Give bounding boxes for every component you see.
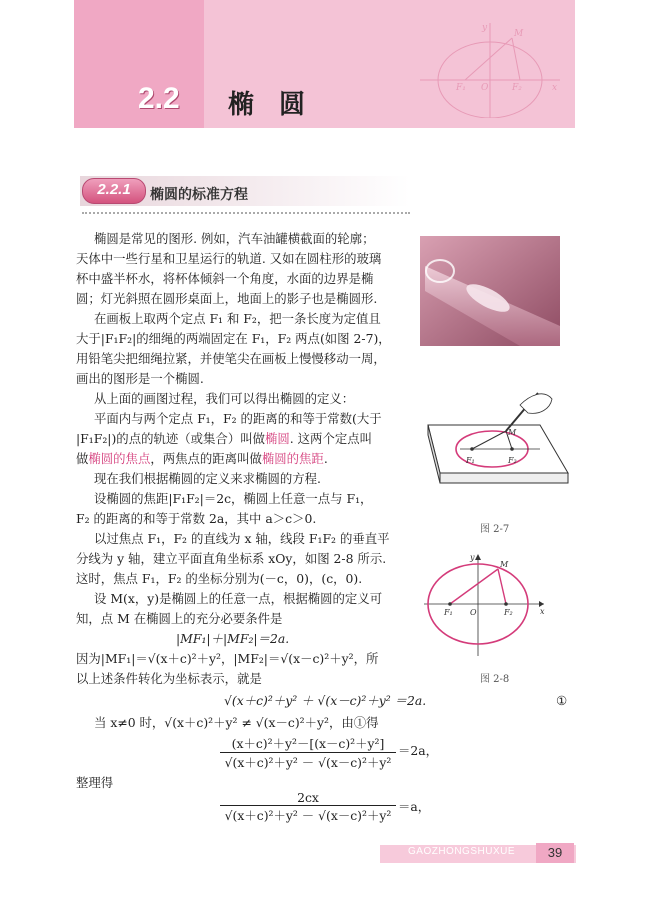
paragraph-line: 设 M(x，y)是椭圆上的任意一点，根据椭圆的定义可 (94, 591, 383, 606)
header-m-label: M (514, 29, 524, 39)
header-o-label: O (481, 83, 489, 93)
fig28-o-label: O (470, 608, 477, 617)
subsection-number: 2.2.1 (97, 181, 131, 198)
equation-1: √(x＋c)²＋y² ＋ √(x－c)²＋y² ＝2a. (224, 693, 427, 708)
paragraph-line: 因为|MF₁|＝√(x＋c)²＋y²，|MF₂|＝√(x－c)²＋y²，所 (76, 651, 379, 666)
paragraph-line: 圆；灯光斜照在圆形桌面上，地面上的影子也是椭圆形. (76, 291, 378, 306)
header-y-label: y (482, 23, 488, 33)
paragraph-line: 当 x≠0 时，√(x＋c)²＋y² ≠ √(x－c)²＋y²，由①得 (94, 715, 379, 730)
fraction-denominator: √(x＋c)²＋y² － √(x－c)²＋y² (224, 755, 392, 770)
paragraph-line: 天体中一些行星和卫星运行的轨道. 又如在圆柱形的玻璃 (76, 251, 382, 266)
equation-sum: |MF₁|＋|MF₂|＝2a. (176, 631, 290, 646)
fig28-x-label: x (540, 607, 545, 616)
definition-line: 做椭圆的焦点，两焦点的距离叫做椭圆的焦距. (76, 451, 328, 466)
paragraph-line: 以过焦点 F₁，F₂ 的直线为 x 轴，线段 F₁F₂ 的垂直平 (94, 531, 390, 546)
paragraph-line: 分线为 y 轴，建立平面直角坐标系 xOy，如图 2-8 所示. (76, 551, 387, 566)
paragraph-line: 设椭圆的焦距|F₁F₂|＝2c，椭圆上任意一点与 F₁， (94, 491, 373, 506)
paragraph-line: 在画板上取两个定点 F₁ 和 F₂，把一条长度为定值且 (94, 311, 381, 326)
fig27-f1-label: F₁ (466, 456, 475, 465)
paragraph-line: 椭圆是常见的图形. 例如，汽车油罐横截面的轮廓； (94, 231, 375, 246)
equation-fraction-1-rhs: ＝2a， (398, 743, 439, 758)
figure-2-8-caption: 图 2-8 (480, 674, 510, 685)
equation-fraction-2 (220, 790, 396, 824)
fraction-denominator: √(x＋c)²＋y² － √(x－c)²＋y² (224, 808, 392, 823)
page-number: 39 (536, 843, 574, 863)
fig28-f1-label: F₁ (444, 608, 453, 617)
term-ellipse: 椭圆 (265, 431, 290, 446)
definition-line: |F₁F₂|)的点的轨迹（或集合）叫做椭圆. 这两个定点叫 (76, 431, 373, 446)
equation-1-tag: ① (556, 693, 568, 708)
header-f1-label: F₁ (456, 83, 466, 93)
subsection-divider (82, 212, 410, 214)
paragraph-line: 现在我们根据椭圆的定义来求椭圆的方程. (94, 471, 321, 486)
tilted-glass-photo (420, 236, 560, 346)
term-foci: 椭圆的焦点 (88, 451, 151, 466)
fig28-y-label: y (470, 553, 475, 562)
footer-series-text: GAOZHONGSHUXUE (408, 846, 516, 857)
fig28-f2-label: F₂ (504, 608, 513, 617)
paragraph-line: 以上述条件转化为坐标表示，就是 (76, 671, 262, 686)
term-focal-distance: 椭圆的焦距 (261, 451, 324, 466)
equation-fraction-1 (220, 734, 396, 771)
paragraph-line: 杯中盛半杯水，将杯体倾斜一个角度，水面的边界是椭 (76, 271, 374, 286)
section-number: 2.2 (138, 82, 180, 115)
paragraph-line: 画出的图形是一个椭圆. (76, 371, 204, 386)
figure-2-7-caption: 图 2-7 (480, 524, 510, 535)
paragraph-line: 大于|F₁F₂|的细绳的两端固定在 F₁，F₂ 两点(如图 2-7)， (76, 331, 391, 346)
figure-2-8-coordinate-ellipse (420, 552, 550, 657)
paragraph-line: F₂ 的距离的和等于常数 2a，其中 a＞c＞0. (76, 511, 317, 526)
section-title: 椭 圆 (228, 90, 314, 120)
header-f2-label: F₂ (512, 83, 522, 93)
paragraph-line: 从上面的画图过程，我们可以得出椭圆的定义： (94, 391, 355, 406)
fraction-numerator: (x＋c)²＋y²－[(x－c)²＋y²] (231, 736, 385, 751)
header-x-label: x (552, 83, 558, 93)
fig27-m-label: M (508, 428, 517, 437)
figure-2-7-drawing-board (420, 385, 572, 507)
fig28-m-label: M (500, 560, 509, 569)
definition-line: 平面内与两个定点 F₁，F₂ 的距离的和等于常数(大于 (94, 411, 382, 426)
paragraph-line: 整理得 (76, 775, 114, 790)
paragraph-line: 知，点 M 在椭圆上的充分必要条件是 (76, 611, 283, 626)
paragraph-line: 用铅笔尖把细绳拉紧，并使笔尖在画板上慢慢移动一周， (76, 351, 386, 366)
subsection-title: 椭圆的标准方程 (150, 186, 248, 202)
equation-fraction-2-rhs: ＝a， (398, 799, 431, 814)
paragraph-line: 这时，焦点 F₁，F₂ 的坐标分别为(－c，0)，(c，0). (76, 571, 363, 586)
fraction-numerator: 2cx (297, 790, 319, 805)
header-ellipse-decoration (420, 18, 570, 118)
fig27-f2-label: F₂ (508, 456, 517, 465)
